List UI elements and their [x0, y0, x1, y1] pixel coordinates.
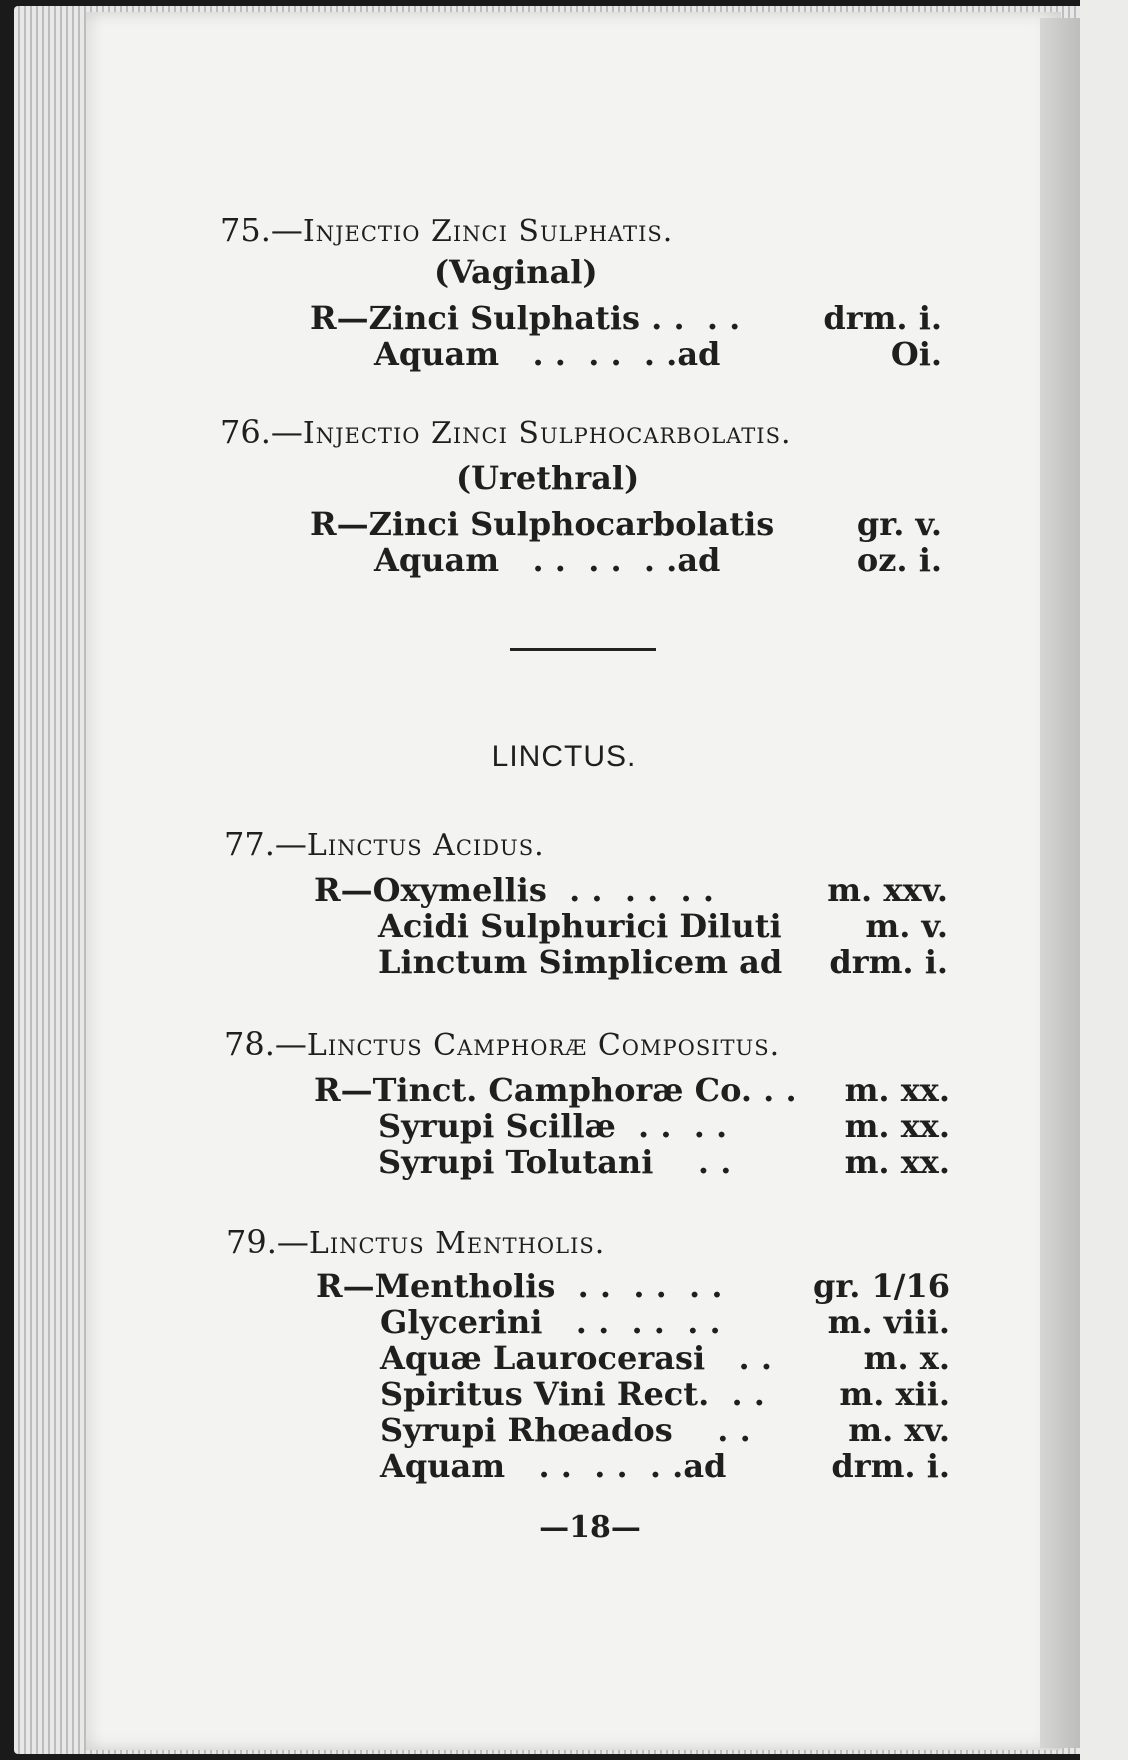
entry-78-row-3 — [378, 1144, 950, 1180]
facing-page-edge — [1080, 0, 1128, 1760]
entry-76-row-1 — [310, 506, 942, 542]
quantity: Oi. — [890, 335, 942, 373]
quantity: m. xx. — [844, 1071, 950, 1109]
entry-79-row-3 — [380, 1340, 950, 1376]
ingredient: Aquam . . . . . .ad — [380, 1447, 727, 1485]
entry-title: Injectio Zinci Sulphocarbolatis. — [302, 416, 792, 451]
quantity: drm. i. — [831, 1447, 950, 1485]
entry-79-row-6 — [380, 1448, 950, 1484]
quantity: m. viii. — [827, 1303, 950, 1341]
quantity: drm. i. — [823, 299, 942, 337]
section-divider — [510, 648, 656, 651]
ingredient: Aquam . . . . . .ad — [374, 335, 721, 373]
entry-79-row-5 — [380, 1412, 950, 1448]
entry-77-row-2 — [378, 908, 948, 944]
entry-75-row-2 — [374, 336, 942, 372]
entry-title: Linctus Camphoræ Compositus. — [306, 1028, 781, 1063]
page-gutter-shadow — [1040, 18, 1080, 1748]
ingredient: R—Zinci Sulphatis . . . . — [310, 299, 741, 337]
entry-76-note: (Urethral) — [456, 459, 640, 497]
quantity: m. xx. — [844, 1143, 950, 1181]
entry-title: Linctus Mentholis. — [308, 1226, 606, 1261]
quantity: m. xx. — [844, 1107, 950, 1145]
ingredient: Syrupi Scillæ . . . . — [378, 1107, 728, 1145]
quantity: m. xxv. — [827, 871, 948, 909]
entry-78-heading — [224, 1026, 780, 1064]
entry-75-note: (Vaginal) — [434, 253, 598, 291]
ingredient: R—Mentholis . . . . . . — [316, 1267, 723, 1305]
quantity: gr. v. — [856, 505, 942, 543]
quantity: m. xv. — [848, 1411, 950, 1449]
quantity: m. x. — [863, 1339, 950, 1377]
entry-77-row-3 — [378, 944, 948, 980]
entry-78-row-2 — [378, 1108, 950, 1144]
entry-number: 78.— — [224, 1025, 307, 1063]
quantity: m. xii. — [839, 1375, 950, 1413]
quantity: drm. i. — [829, 943, 948, 981]
entry-title: Linctus Acidus. — [306, 828, 545, 863]
entry-title: Injectio Zinci Sulphatis. — [302, 214, 674, 249]
ingredient: Spiritus Vini Rect. . . — [380, 1375, 765, 1413]
entry-number: 76.— — [220, 413, 303, 451]
quantity: gr. 1/16 — [812, 1267, 950, 1305]
entry-79-row-1 — [316, 1268, 950, 1304]
entry-76-heading — [220, 414, 792, 452]
entry-78-row-1 — [314, 1072, 950, 1108]
ingredient: Aquam . . . . . .ad — [374, 541, 721, 579]
quantity: m. v. — [865, 907, 948, 945]
entry-number: 75.— — [220, 211, 303, 249]
ingredient: R—Oxymellis . . . . . . — [314, 871, 714, 909]
ingredient: Syrupi Tolutani . . — [378, 1143, 732, 1181]
entry-number: 79.— — [226, 1223, 309, 1261]
ingredient: Syrupi Rhœados . . — [380, 1411, 751, 1449]
entry-79-row-4 — [380, 1376, 950, 1412]
ingredient: Aquæ Laurocerasi . . — [380, 1339, 772, 1377]
entry-77-row-1 — [314, 872, 948, 908]
ingredient: Glycerini . . . . . . — [380, 1303, 721, 1341]
ingredient: R—Tinct. Camphoræ Co. . . — [314, 1071, 797, 1109]
entry-number: 77.— — [224, 825, 307, 863]
page-number: —18— — [539, 1510, 641, 1545]
ingredient: Linctum Simplicem ad — [378, 943, 783, 981]
entry-75-heading — [220, 212, 673, 250]
section-title: LINCTUS. — [491, 740, 637, 773]
entry-79-row-2 — [380, 1304, 950, 1340]
quantity: oz. i. — [856, 541, 942, 579]
ingredient: R—Zinci Sulphocarbolatis — [310, 505, 775, 543]
entry-76-row-2 — [374, 542, 942, 578]
entry-75-row-1 — [310, 300, 942, 336]
entry-77-heading — [224, 826, 545, 864]
ingredient: Acidi Sulphurici Diluti — [378, 907, 782, 945]
entry-79-heading — [226, 1224, 605, 1262]
